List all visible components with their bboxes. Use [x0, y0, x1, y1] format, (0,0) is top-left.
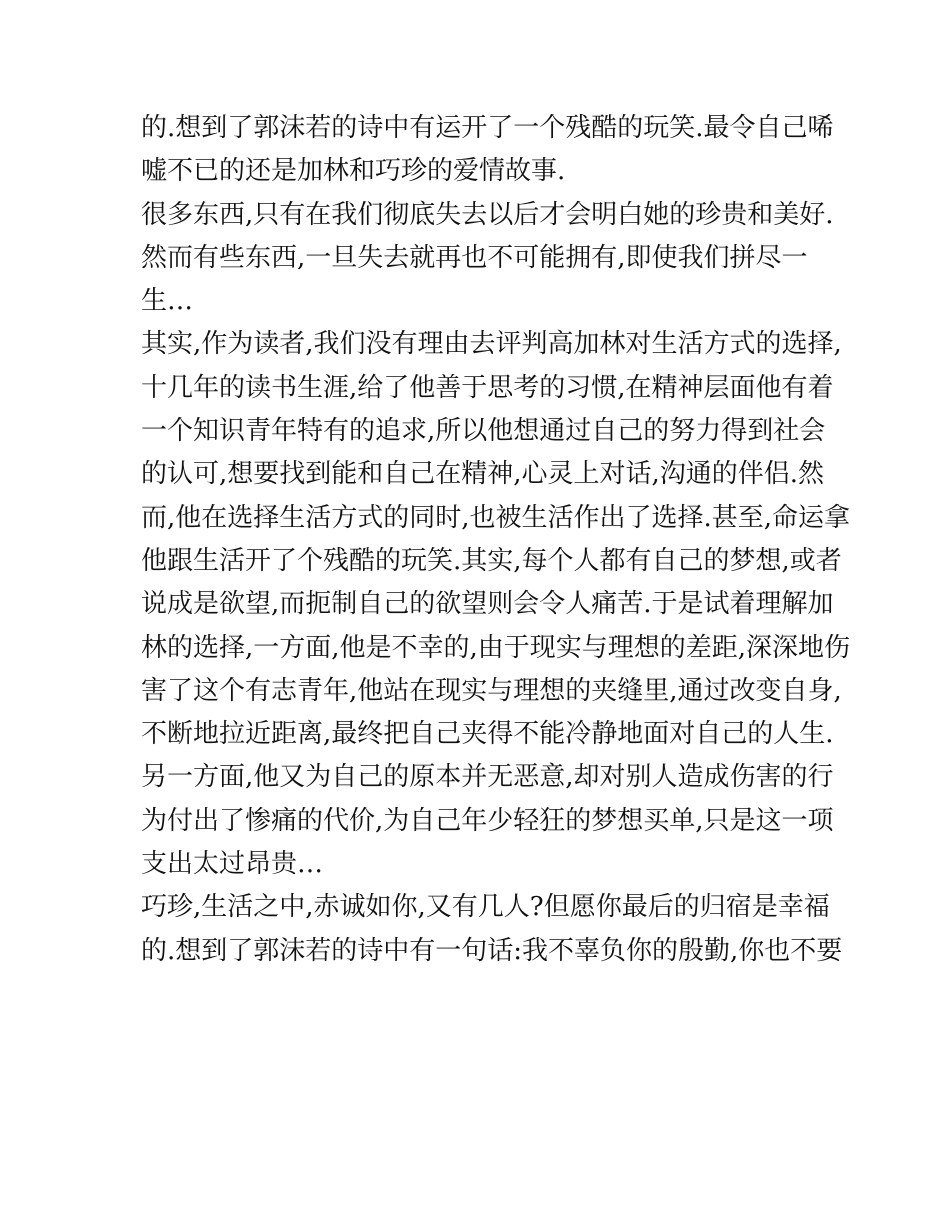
text-line: 的.想到了郭沫若的诗中有运开了一个残酷的玩笑.最令自己唏 [141, 113, 834, 143]
text-line: 他跟生活开了个残酷的玩笑.其实,每个人都有自己的梦想,或者 [141, 545, 842, 576]
text-line: 说成是欲望,而扼制自己的欲望则会令人痛苦.于是试着理解加 [141, 589, 834, 620]
text-line: 的认可,想要找到能和自己在精神,心灵上对话,沟通的伴侣.然 [141, 459, 825, 490]
text-line: 嘘不已的还是加林和巧珍的爱情故事. [141, 156, 566, 187]
text-line: 的.想到了郭沫若的诗中有一句话:我不辜负你的殷勤,你也不要 [141, 935, 843, 966]
text-line: 十几年的读书生涯,给了他善于思考的习惯,在精神层面他有着 [141, 372, 834, 403]
text-line: 不断地拉近距离,最终把自己夹得不能冷静地面对自己的人生. [141, 719, 834, 750]
text-line: 支出太过昂贵… [141, 849, 324, 880]
text-line: 一个知识青年特有的追求,所以他想通过自己的努力得到社会 [141, 416, 826, 447]
text-line: 而,他在选择生活方式的同时,也被生活作出了选择.甚至,命运拿 [141, 502, 851, 533]
text-line: 很多东西,只有在我们彻底失去以后才会明白她的珍贵和美好. [141, 199, 834, 230]
body-text [141, 107, 851, 973]
text-line: 生… [141, 286, 194, 317]
text-line: 为付出了惨痛的代价,为自己年少轻狂的梦想买单,只是这一项 [141, 805, 834, 836]
text-line: 害了这个有志青年,他站在现实与理想的夹缝里,通过改变自身, [141, 675, 842, 706]
text-line: 林的选择,一方面,他是不幸的,由于现实与理想的差距,深深地伤 [141, 632, 851, 663]
text-line: 其实,作为读者,我们没有理由去评判高加林对生活方式的选择, [141, 329, 842, 360]
text-line: 另一方面,他又为自己的原本并无恶意,却对别人造成伤害的行 [141, 762, 834, 793]
text-line: 巧珍,生活之中,赤诚如你,又有几人?但愿你最后的归宿是幸福 [141, 892, 830, 923]
text-line: 然而有些东西,一旦失去就再也不可能拥有,即使我们拼尽一 [141, 242, 808, 273]
